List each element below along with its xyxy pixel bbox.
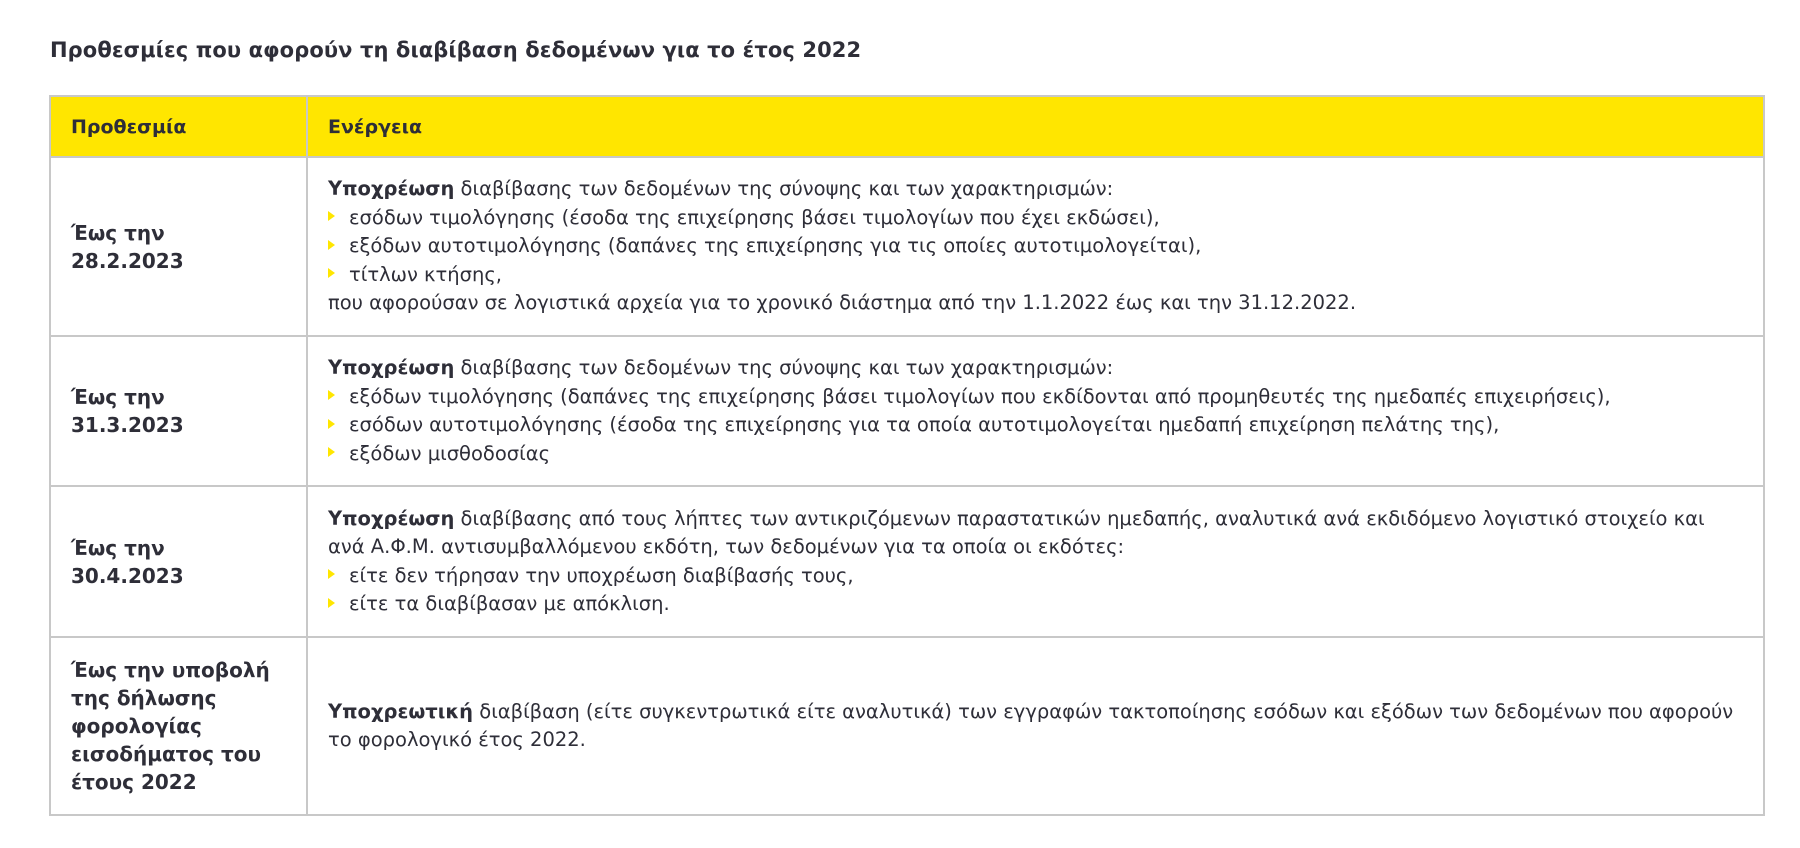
list-item: [328, 440, 1743, 469]
list-item-text: εξόδων μισθοδοσίας: [349, 441, 551, 465]
action-lead-bold: Υποχρέωση: [328, 506, 455, 530]
bullet-triangle-icon: [328, 447, 335, 457]
action-lead: [328, 175, 1743, 204]
column-header-action: Ενέργεια: [307, 96, 1764, 157]
list-item-text: είτε δεν τήρησαν την υποχρέωση διαβίβασής τους,: [349, 563, 854, 587]
table-row: [50, 637, 1764, 815]
action-cell: [307, 486, 1764, 637]
action-lead-bold: Υποχρέωση: [328, 177, 455, 201]
list-item-text: εσόδων τιμολόγησης (έσοδα της επιχείρησης βάσει τιμολογίων που έχει εκδώσει),: [349, 205, 1160, 229]
action-cell: [307, 336, 1764, 486]
deadline-text: Έως την: [71, 385, 165, 409]
action-lead-rest: διαβίβασης των δεδομένων της σύνοψης και των χαρακτηρισμών:: [454, 177, 1114, 201]
list-item: [328, 261, 1743, 290]
list-item: [328, 590, 1743, 619]
table-row: [50, 157, 1764, 336]
deadline-cell: [50, 336, 307, 486]
deadline-cell: [50, 486, 307, 637]
action-lead-rest: διαβίβασης από τους λήπτες των αντικριζόμενων παραστατικών ημεδαπής, αναλυτικά ανά εκδιδόμενο λογιστικό στοιχείο και ανά Α.Φ.Μ. αντισυμβαλλόμενου εκδότη, των δεδομένων για τα οποία οι εκδότες:: [328, 506, 1705, 558]
action-lead-rest: διαβίβαση (είτε συγκεντρωτικά είτε αναλυτικά) των εγγραφών τακτοποίησης εσόδων και εξόδων των δεδομένων που αφορούν το φορολογικό έτος 2022.: [328, 699, 1734, 751]
action-trailing: που αφορούσαν σε λογιστικά αρχεία για το χρονικό διάστημα από την 1.1.2022 έως και την 31.12.2022.: [328, 291, 1357, 315]
action-lead: [328, 354, 1743, 383]
list-item: [328, 562, 1743, 591]
deadline-text: φορολογίας: [71, 714, 202, 738]
action-cell: [307, 637, 1764, 815]
bullet-triangle-icon: [328, 569, 335, 579]
bullet-list: [328, 562, 1743, 619]
bullet-triangle-icon: [328, 268, 335, 278]
table-header-row: [50, 96, 1764, 157]
list-item-text: εξόδων τιμολόγησης (δαπάνες της επιχείρησης βάσει τιμολογίων που εκδίδονται από προμηθευτές της ημεδαπές επιχειρήσεις),: [349, 384, 1611, 408]
bullet-triangle-icon: [328, 390, 335, 400]
deadline-text: εισοδήματος του: [71, 742, 262, 766]
list-item: [328, 232, 1743, 261]
bullet-list: [328, 383, 1743, 469]
deadline-text: Έως την υποβολή: [71, 658, 270, 682]
list-item-text: είτε τα διαβίβασαν με απόκλιση.: [349, 592, 670, 615]
list-item: [328, 204, 1743, 233]
list-item-text: τίτλων κτήσης,: [349, 262, 502, 286]
table-row: [50, 336, 1764, 486]
action-lead-rest: διαβίβασης των δεδομένων της σύνοψης και των χαρακτηρισμών:: [454, 356, 1114, 379]
bullet-triangle-icon: [328, 419, 335, 429]
deadline-date: 30.4.2023: [71, 563, 184, 588]
deadlines-table: [49, 95, 1765, 816]
deadline-text: έτους 2022: [71, 770, 197, 794]
bullet-triangle-icon: [328, 240, 335, 250]
deadline-text: Έως την: [71, 535, 165, 560]
list-item-text: εσόδων αυτοτιμολόγησης (έσοδα της επιχείρησης για τα οποία αυτοτιμολογείται ημεδαπή επιχείρηση πελάτης της),: [349, 413, 1500, 436]
deadline-date: 28.2.2023: [71, 248, 184, 273]
list-item: [328, 383, 1743, 412]
bullet-list: [328, 204, 1743, 290]
action-lead: [328, 505, 1743, 562]
list-item-text: εξόδων αυτοτιμολόγησης (δαπάνες της επιχείρησης για τις οποίες αυτοτιμολογείται),: [349, 234, 1202, 258]
action-lead: [328, 698, 1743, 755]
deadline-text: Έως την: [71, 220, 165, 245]
table-row: [50, 486, 1764, 637]
deadline-text: της δήλωσης: [71, 686, 217, 710]
deadline-date: 31.3.2023: [71, 413, 184, 437]
list-item: [328, 411, 1743, 440]
deadline-cell: [50, 637, 307, 815]
bullet-triangle-icon: [328, 211, 335, 221]
action-lead-bold: Υποχρέωση: [328, 356, 455, 379]
deadline-cell: [50, 157, 307, 336]
page-title: Προθεσμίες που αφορούν τη διαβίβαση δεδομένων για το έτος 2022: [50, 38, 862, 62]
bullet-triangle-icon: [328, 598, 335, 608]
action-cell: [307, 157, 1764, 336]
action-lead-bold: Υποχρεωτική: [328, 699, 474, 723]
column-header-deadline: Προθεσμία: [50, 96, 307, 157]
